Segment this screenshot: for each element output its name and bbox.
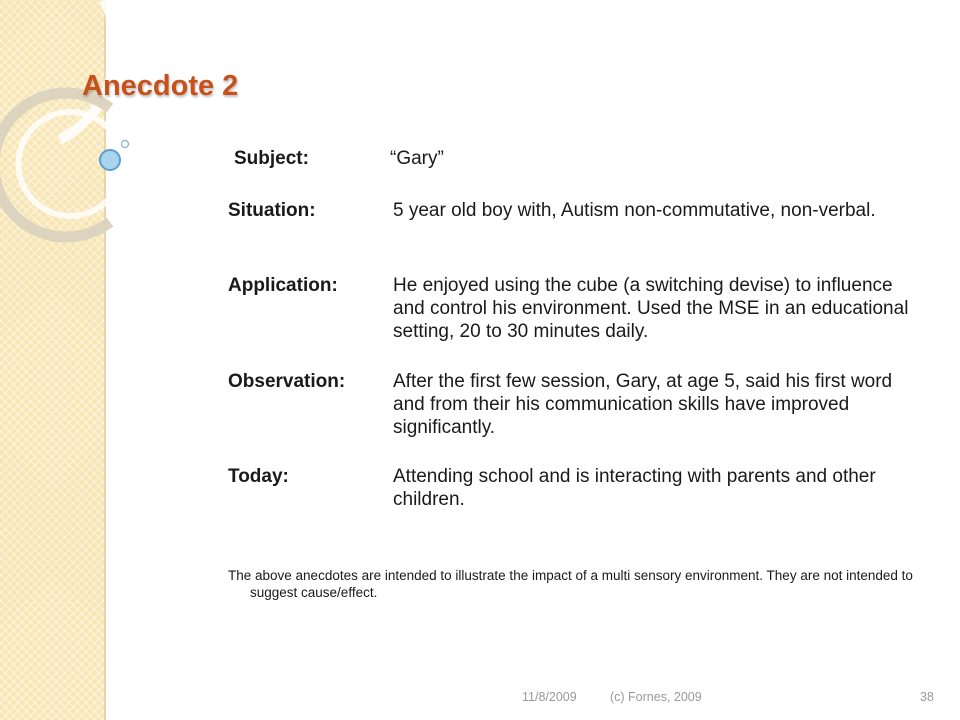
left-decorative-strip (0, 0, 106, 720)
application-label: Application: (228, 275, 338, 296)
today-label: Today: (228, 466, 289, 487)
footer-page-number: 38 (920, 690, 934, 704)
situation-value: 5 year old boy with, Autism non-commutative, non-verbal. (393, 200, 876, 221)
situation-label: Situation: (228, 200, 316, 221)
observation-value: After the first few session, Gary, at age 5, said his first word and from their his communication skills have improved significantly. (393, 371, 893, 438)
application-value: He enjoyed using the cube (a switching devise) to influence and control his environment. Used the MSE in an educational setting, 20 to 30 minutes daily. (393, 275, 909, 342)
subject-label: Subject: (234, 148, 309, 169)
today-value: Attending school and is interacting with parents and other children. (393, 466, 876, 510)
observation-label: Observation: (228, 371, 346, 392)
subject-value: “Gary” (390, 148, 444, 169)
footer-date: 11/8/2009 (522, 690, 577, 704)
small-bubble (122, 141, 129, 148)
slide-title: Anecdote 2 (82, 70, 239, 102)
footer-author: (c) Fornes, 2009 (610, 690, 702, 704)
disclaimer-note: The above anecdotes are intended to illustrate the impact of a multi sensory environment. They are not intended to suggest cause/effect. (228, 568, 913, 600)
